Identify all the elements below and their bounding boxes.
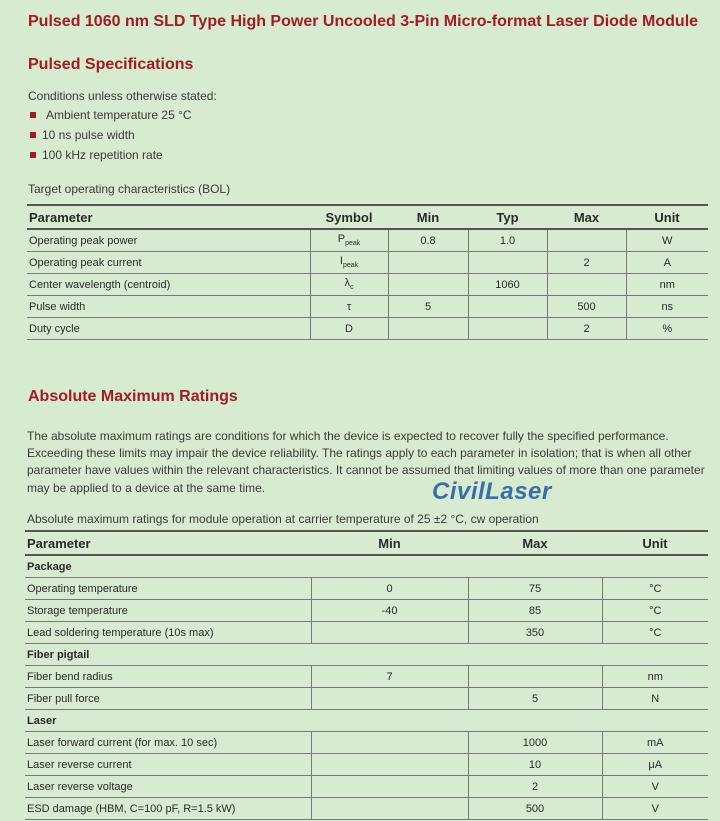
col-header: Unit bbox=[602, 531, 708, 555]
param-cell: Fiber pull force bbox=[25, 688, 311, 710]
min-cell: 7 bbox=[311, 666, 468, 688]
table-row bbox=[27, 274, 708, 296]
unit-cell: mA bbox=[602, 732, 708, 754]
min-cell bbox=[388, 274, 468, 296]
param-cell: Lead soldering temperature (10s max) bbox=[25, 622, 311, 644]
max-cell: 2 bbox=[468, 776, 602, 798]
amr-table bbox=[25, 530, 708, 820]
table-row bbox=[25, 732, 708, 754]
symbol-cell: $\lambda_c$ bbox=[310, 274, 388, 296]
param-cell: Laser reverse voltage bbox=[25, 776, 311, 798]
conditions-text: Conditions unless otherwise stated: bbox=[28, 89, 217, 103]
table-row bbox=[25, 798, 708, 820]
col-header: Min bbox=[311, 531, 468, 555]
max-cell: 350 bbox=[468, 622, 602, 644]
section-label: Package bbox=[25, 555, 708, 578]
col-header: Min bbox=[388, 205, 468, 229]
table-header-row bbox=[27, 205, 708, 229]
typ-cell: 1.0 bbox=[468, 229, 547, 252]
table-row bbox=[27, 229, 708, 252]
min-cell bbox=[311, 776, 468, 798]
symbol-cell: D bbox=[310, 318, 388, 340]
page-title: Pulsed 1060 nm SLD Type High Power Uncooled 3-Pin Micro-format Laser Diode Module bbox=[28, 13, 699, 30]
pulsed-table-caption: Target operating characteristics (BOL) bbox=[28, 182, 231, 196]
table-row bbox=[25, 666, 708, 688]
min-cell bbox=[311, 732, 468, 754]
symbol-cell: τ bbox=[310, 296, 388, 318]
unit-cell: μA bbox=[602, 754, 708, 776]
param-cell: Pulse width bbox=[27, 296, 310, 318]
unit-cell: °C bbox=[602, 600, 708, 622]
max-cell: 2 bbox=[547, 318, 626, 340]
max-cell: 1000 bbox=[468, 732, 602, 754]
col-header: Unit bbox=[626, 205, 708, 229]
param-cell: Storage temperature bbox=[25, 600, 311, 622]
section-row bbox=[25, 644, 708, 666]
section-row bbox=[25, 555, 708, 578]
unit-cell: W bbox=[626, 229, 708, 252]
param-cell: Duty cycle bbox=[27, 318, 310, 340]
bullet-square-icon bbox=[30, 152, 36, 158]
symbol-cell: $P_{peak}$ bbox=[310, 229, 388, 252]
table-row bbox=[25, 622, 708, 644]
amr-table-caption: Absolute maximum ratings for module operation at carrier temperature of 25 ±2 °C, cw operation bbox=[27, 512, 539, 526]
table-row bbox=[25, 688, 708, 710]
max-cell: 75 bbox=[468, 578, 602, 600]
col-header: Typ bbox=[468, 205, 547, 229]
param-cell: ESD damage (HBM, C=100 pF, R=1.5 kW) bbox=[25, 798, 311, 820]
unit-cell: nm bbox=[602, 666, 708, 688]
max-cell: 10 bbox=[468, 754, 602, 776]
unit-cell: nm bbox=[626, 274, 708, 296]
symbol-cell: $I_{peak}$ bbox=[310, 252, 388, 274]
min-cell bbox=[311, 622, 468, 644]
param-cell: Laser forward current (for max. 10 sec) bbox=[25, 732, 311, 754]
unit-cell: ns bbox=[626, 296, 708, 318]
unit-cell: °C bbox=[602, 622, 708, 644]
max-cell: 500 bbox=[468, 798, 602, 820]
unit-cell: % bbox=[626, 318, 708, 340]
max-cell: 5 bbox=[468, 688, 602, 710]
bullet-item: Ambient temperature 25 °C bbox=[30, 108, 192, 122]
param-cell: Operating peak current bbox=[27, 252, 310, 274]
civillaser-logo: CivilLaser bbox=[432, 478, 552, 505]
max-cell bbox=[547, 229, 626, 252]
typ-cell bbox=[468, 252, 547, 274]
table-row bbox=[27, 318, 708, 340]
param-cell: Center wavelength (centroid) bbox=[27, 274, 310, 296]
min-cell bbox=[311, 798, 468, 820]
max-cell bbox=[547, 274, 626, 296]
section-label: Fiber pigtail bbox=[25, 644, 708, 666]
typ-cell bbox=[468, 296, 547, 318]
unit-cell: V bbox=[602, 776, 708, 798]
amr-heading: Absolute Maximum Ratings bbox=[28, 388, 238, 405]
min-cell: 0.8 bbox=[388, 229, 468, 252]
table-row bbox=[25, 600, 708, 622]
unit-cell: V bbox=[602, 798, 708, 820]
table-row bbox=[27, 252, 708, 274]
bullet-square-icon bbox=[30, 132, 36, 138]
amr-paragraph: The absolute maximum ratings are conditions for which the device is expected to recover fully the specified performance. Exceeding these limits may impair the device reliability. The ratings apply to each parameter in isolation; that is when all other parameter have values within the relevant characteristics. It cannot be assumed that limiting values of more than one parameter may be applied to a device at the same time. bbox=[27, 429, 705, 495]
param-cell: Laser reverse current bbox=[25, 754, 311, 776]
table-row bbox=[25, 754, 708, 776]
min-cell bbox=[311, 688, 468, 710]
bullet-square-icon bbox=[30, 112, 36, 118]
table-row bbox=[25, 776, 708, 798]
section-row bbox=[25, 710, 708, 732]
col-header: Parameter bbox=[27, 205, 310, 229]
table-header-row bbox=[25, 531, 708, 555]
table-row bbox=[25, 578, 708, 600]
param-cell: Operating peak power bbox=[27, 229, 310, 252]
min-cell: -40 bbox=[311, 600, 468, 622]
unit-cell: A bbox=[626, 252, 708, 274]
typ-cell: 1060 bbox=[468, 274, 547, 296]
unit-cell: N bbox=[602, 688, 708, 710]
section-label: Laser bbox=[25, 710, 708, 732]
bullet-item: 100 kHz repetition rate bbox=[30, 148, 163, 162]
pulsed-spec-table bbox=[27, 204, 708, 340]
bullet-item: 10 ns pulse width bbox=[30, 128, 135, 142]
param-cell: Fiber bend radius bbox=[25, 666, 311, 688]
pulsed-heading: Pulsed Specifications bbox=[28, 56, 194, 73]
max-cell: 2 bbox=[547, 252, 626, 274]
max-cell: 85 bbox=[468, 600, 602, 622]
max-cell bbox=[468, 666, 602, 688]
param-cell: Operating temperature bbox=[25, 578, 311, 600]
min-cell bbox=[311, 754, 468, 776]
col-header: Symbol bbox=[310, 205, 388, 229]
min-cell: 5 bbox=[388, 296, 468, 318]
table-row bbox=[27, 296, 708, 318]
min-cell: 0 bbox=[311, 578, 468, 600]
typ-cell bbox=[468, 318, 547, 340]
max-cell: 500 bbox=[547, 296, 626, 318]
col-header: Max bbox=[547, 205, 626, 229]
col-header: Max bbox=[468, 531, 602, 555]
min-cell bbox=[388, 318, 468, 340]
min-cell bbox=[388, 252, 468, 274]
col-header: Parameter bbox=[25, 531, 311, 555]
unit-cell: °C bbox=[602, 578, 708, 600]
